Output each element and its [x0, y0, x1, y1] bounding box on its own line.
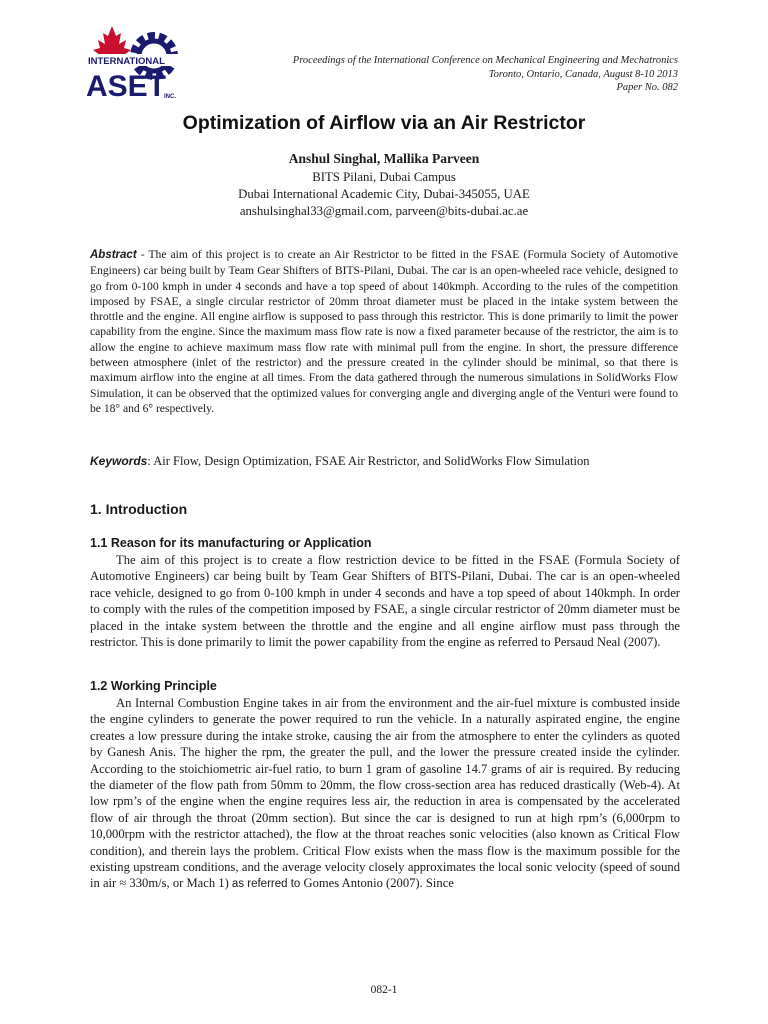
- paragraph-working-principle: [90, 695, 680, 893]
- affiliation-line-1: BITS Pilani, Dubai Campus: [312, 170, 456, 184]
- paragraph-working-principle-text: An Internal Combustion Engine takes in air from the environment and the air-fuel mixture is combusted inside the engine cylinders to generate the power required to run the vehicle. In a naturally aspirated engine, the engine creates a low pressure during the intake stroke, causing the air from the atmosphere to enter the cylinders as quoted by Ganesh Anis. The higher the rpm, the greater the pull, and the lower the pressure created inside the cylinder. According to the stoichiometric air-fuel ratio, to burn 1 gram of gasoline 14.7 grams of air is required. By reducing the diameter of the flow path from 50mm to 20mm, the flow cross-section area has reduced drastically (Web-4). At low rpm’s of the engine when the engine requires less air, the reduction in area is compensated by the accelerated flow of air through the throat (20mm section). But since the car is designed to run at high rpm’s (6,000rpm to 10,000rpm with the restrictor attached), the flow at the throat reaches sonic velocities (also known as Critical Flow condition), and therein lays the problem. Critical Flow exists when the mass flow is the maximum possible for the existing upstream conditions, and the average velocity closely approximates the local sonic velocity (speed of sound in air ≈ 330m/s, or Mach 1): [90, 696, 680, 891]
- subsection-heading-reason: 1.1 Reason for its manufacturing or Application: [90, 536, 372, 550]
- header-line-1: Proceedings of the International Conference on Mechanical Engineering and Mechatronics: [292, 55, 678, 66]
- abstract-text: - The aim of this project is to create an Air Restrictor to be fitted in the FSAE (Formula Society of Automotive Engineers) car being built by Team Gear Shifters of BITS-Pilani, Dubai. The car is an open-wheeled race vehicle, designed to go from 0-100 kmph in under 4 seconds and have a top speed of about 140kmph. According to the rules of the competition imposed by FSAE, a single circular restrictor of 20mm throat diameter must be placed in the intake system between the throttle and the engine. All engine airflow is supposed to pass through this restrictor. This is done primarily to limit the power capability from the engine. Since the maximum mass flow rate is now a fixed parameter because of the restrictor, the aim is to allow the engine to achieve maximum mass flow rate with minimal pull from the engine. In short, the pressure difference between atmosphere (inlet of the restrictor) and the pressure created in the cylinder should be minimal, so that there is maximum airflow into the engine at all times. From the data gathered through the numerous simulations in SolidWorks Flow Simulation, it can be observed that the optimized values for converging angle and diverging angle of the Venturi were found to be 18° and 6° respectively.: [90, 248, 678, 415]
- keywords-label: Keywords: [90, 454, 148, 468]
- affiliation-line-2: Dubai International Academic City, Dubai-345055, UAE: [238, 187, 530, 201]
- subsection-heading-working-principle: 1.2 Working Principle: [90, 679, 217, 693]
- keywords: [90, 454, 678, 469]
- conference-header: [158, 54, 678, 95]
- author-names: Anshul Singhal, Mallika Parveen: [288, 151, 480, 166]
- header-line-2: Toronto, Ontario, Canada, August 8-10 2013: [488, 68, 678, 80]
- svg-text:INTERNATIONAL: INTERNATIONAL: [88, 56, 165, 67]
- keywords-text: : Air Flow, Design Optimization, FSAE Air Restrictor, and SolidWorks Flow Simulation: [147, 454, 590, 468]
- author-affiliation: [0, 169, 768, 220]
- paragraph-working-principle-tail: Gomes Antonio (2007). Since: [300, 876, 454, 891]
- page-number: 082-1: [370, 984, 398, 996]
- abstract-label: Abstract: [90, 249, 137, 261]
- svg-text:INC.: INC.: [164, 94, 176, 100]
- header-line-3: Paper No. 082: [616, 82, 678, 93]
- paragraph-reason-text: The aim of this project is to create a flow restriction device to be fitted in the FSAE (Formula Society of Automotive Engineers) car being built by Team Gear Shifters of BITS-Pilani, Dubai. The car is an open-wheeled race vehicle, designed to go from 0-100 kmph in under 4 seconds and have a top speed of about 140kmph. In order to comply with the rules of the competition imposed by FSAE, a single circular restrictor of 20mm diameter must be placed in the intake system between the throttle and the engine and all engine airflow must pass through the restrictor. This is done primarily to limit the power capability from the engine as referred to Persaud Neal (2007).: [90, 553, 680, 650]
- svg-text:ASET: ASET: [86, 70, 167, 103]
- paper-title: Optimization of Airflow via an Air Restrictor: [182, 112, 586, 134]
- paragraph-reason: [90, 552, 680, 650]
- section-heading-introduction: 1. Introduction: [90, 501, 188, 517]
- paragraph-inline-sans: as referred to: [231, 878, 301, 891]
- abstract: [90, 247, 678, 416]
- author-emails: anshulsinghal33@gmail.com, parveen@bits-dubai.ac.ae: [239, 204, 529, 218]
